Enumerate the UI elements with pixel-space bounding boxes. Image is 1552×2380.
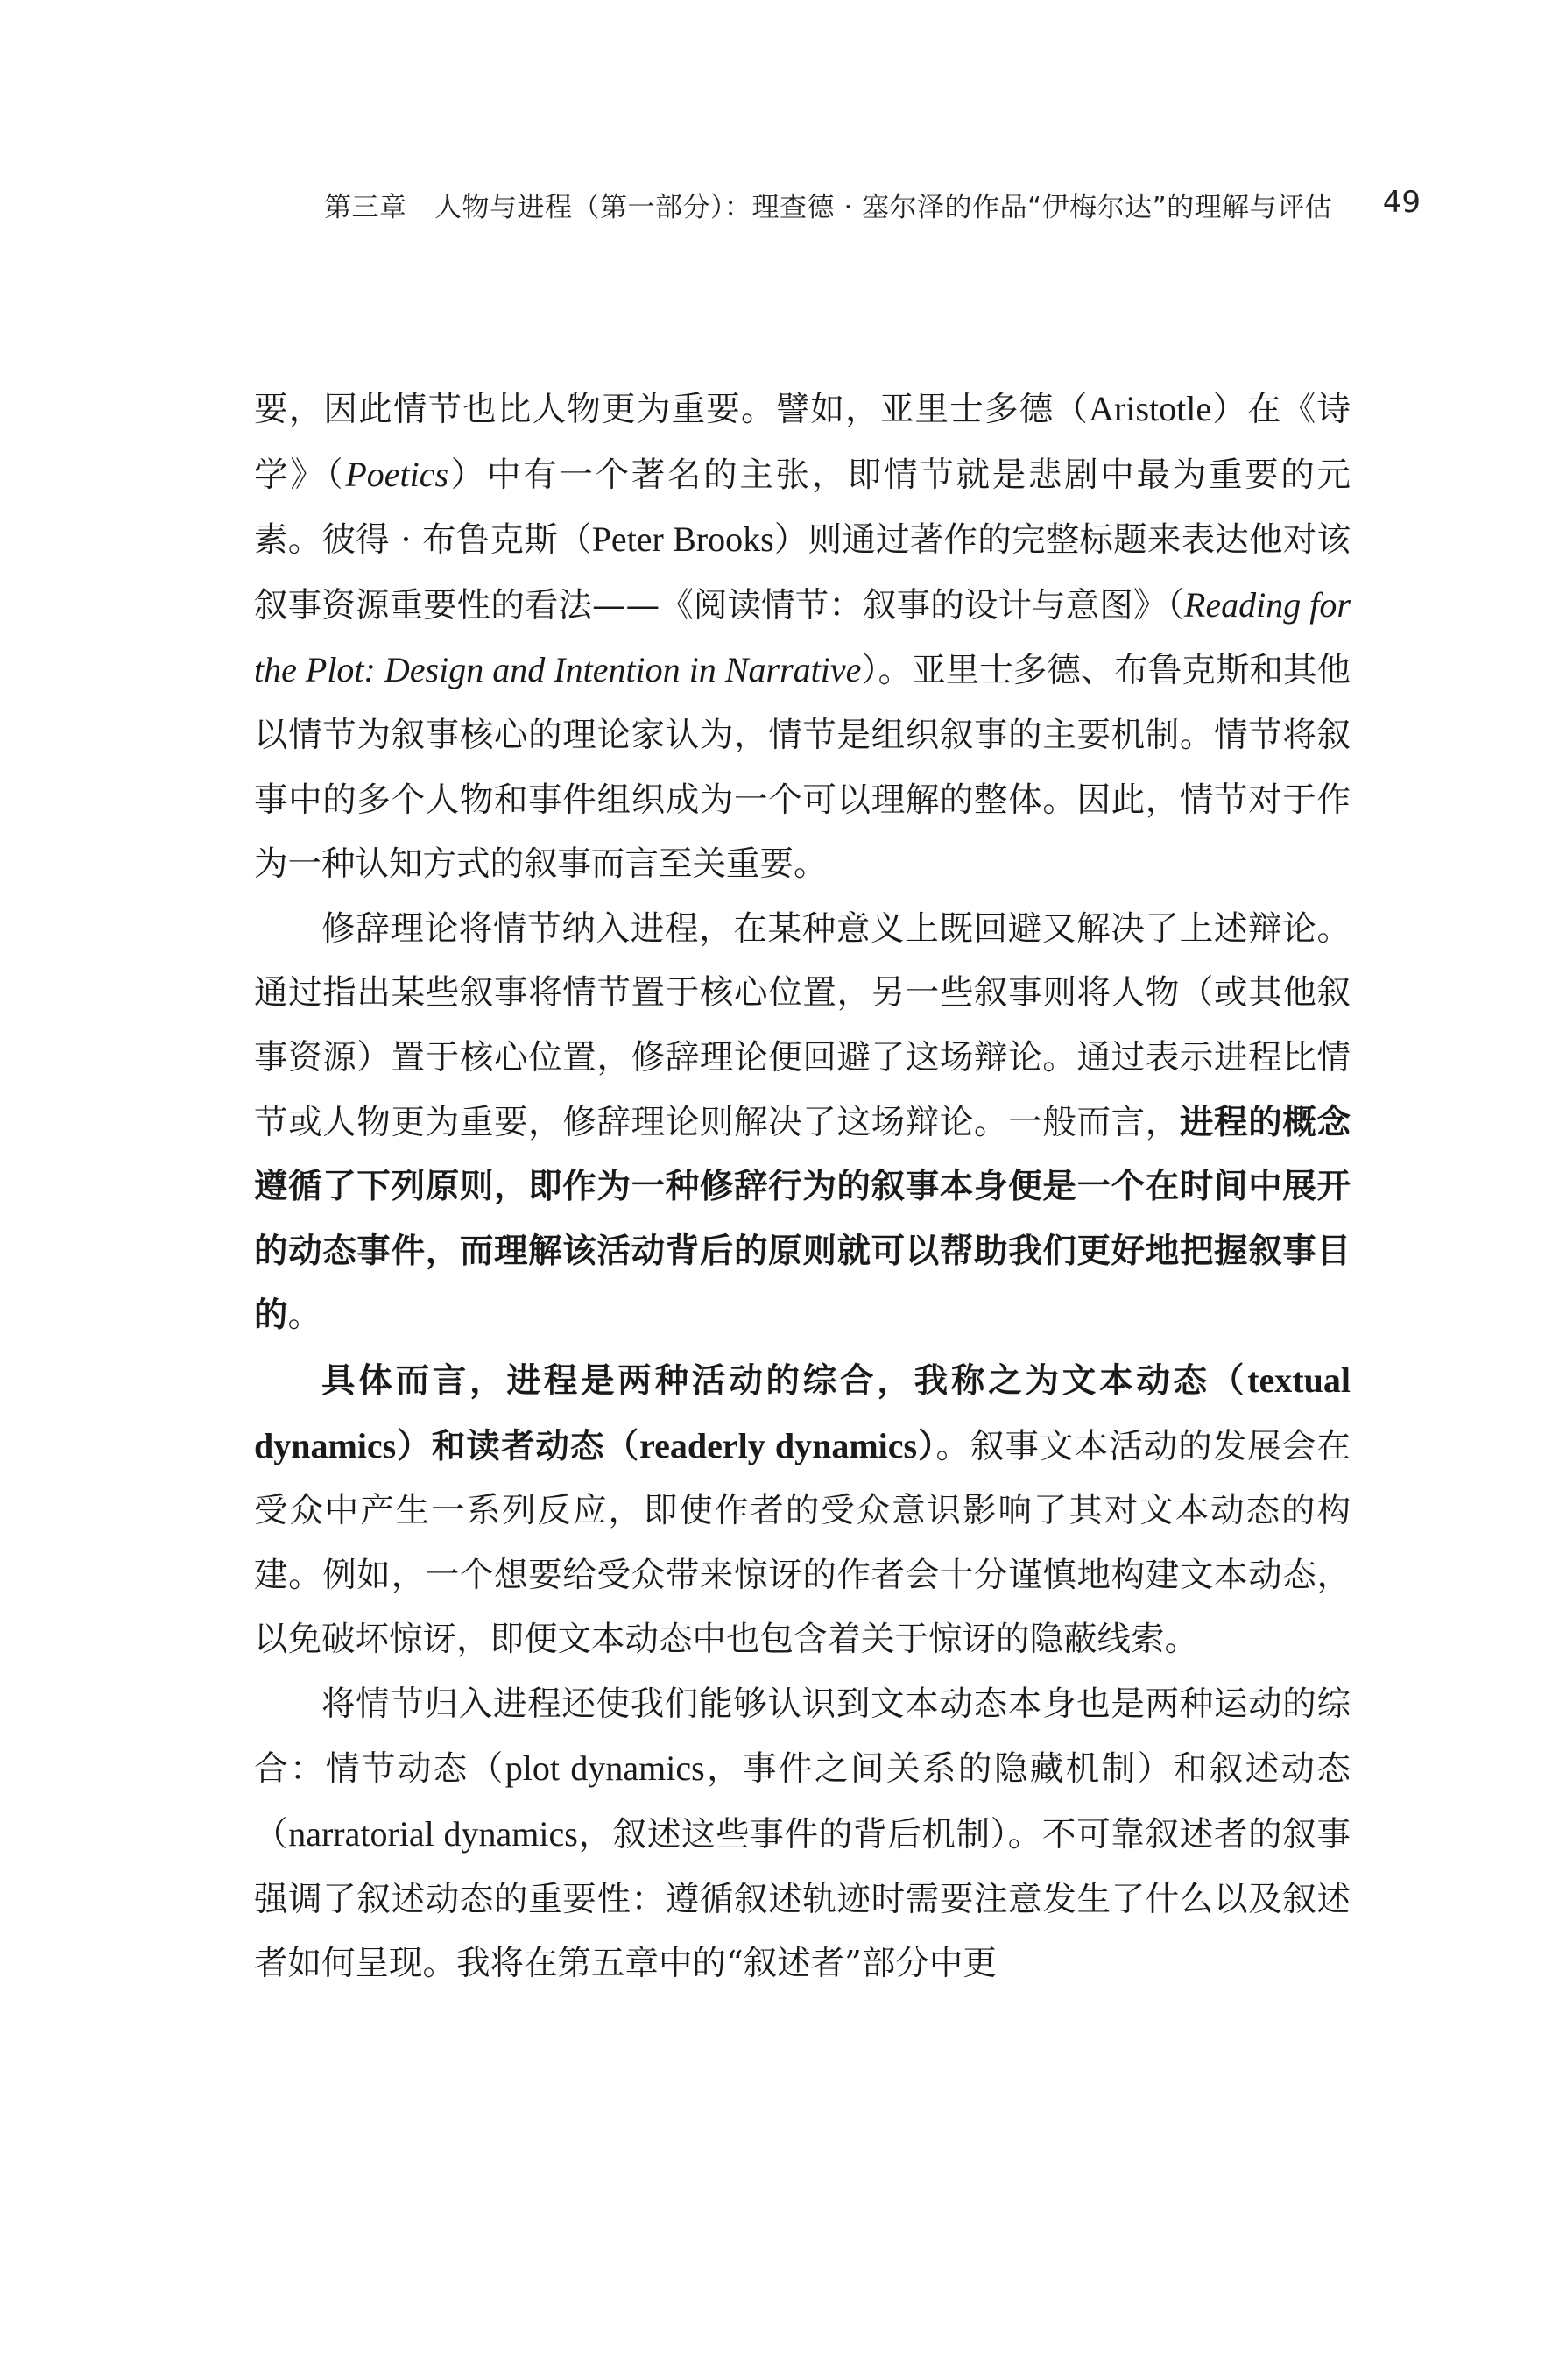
page-number: 49 <box>1382 185 1421 220</box>
text-run: 将情节归入进程还使我们能够认识到文本动态本身也是两种运动的综合：情节动态（ <box>254 1684 1351 1790</box>
running-header <box>298 180 1473 232</box>
body-text <box>254 377 1351 1996</box>
paragraph <box>254 897 1351 1348</box>
chapter-header-title: 第三章 人物与进程（第一部分）：理查德 · 塞尔泽的作品“伊梅尔达”的理解与评估 <box>324 192 1333 223</box>
text-run: ，事件之间关系的隐藏机制）和叙述动态（ <box>254 1749 1351 1855</box>
text-run: Aristotle <box>1089 389 1212 428</box>
text-run: ）中有一个著名的主张，即情节就是悲剧中最为重要的元素。彼得 · 布鲁克斯（ <box>254 455 1351 561</box>
text-run: 。 <box>287 1296 322 1336</box>
text-run: 进程的概念遵循了下列原则，即作为一种修辞行为的叙事本身便是一个在时间中展开的动态事件，而理解该活动背后的原则就可以帮助我们更好地把握叙事目的 <box>254 1102 1351 1336</box>
text-run: textual dynamics <box>254 1359 1351 1465</box>
text-run: readerly dynamics <box>639 1425 918 1465</box>
text-run: Reading for the Plot: Design and Intention in Narrative <box>254 584 1351 690</box>
text-run: Peter Brooks <box>591 519 774 560</box>
text-run: 修辞理论将情节纳入进程，在某种意义上既回避又解决了上述辩论。通过指出某些叙事将情节置于核心位置，另一些叙事则将人物（或其他叙事资源）置于核心位置，修辞理论便回避了这场辩论。通过表示进程比情节或人物更为重要，修辞理论则解决了这场辩论。一般而言， <box>254 908 1351 1142</box>
text-run: 。叙事文本活动的发展会在受众中产生一系列反应，即使作者的受众意识影响了其对文本动态的构建。例如，一个想要给受众带来惊讶的作者会十分谨慎地构建文本动态，以免破坏惊讶，即便文本动态中也包含着关于惊讶的隐蔽线索。 <box>254 1426 1351 1660</box>
text-run: ）则通过著作的完整标题来表达他对该叙事资源重要性的看法——《阅读情节：叙事的设计与意图》（ <box>254 520 1351 625</box>
paragraph <box>254 1672 1351 1996</box>
text-run: ，叙述这些事件的背后机制）。不可靠叙述者的叙事强调了叙述动态的重要性：遵循叙述轨迹时需要注意发生了什么以及叙述者如何呈现。我将在第五章中的“叙述者”部分中更 <box>254 1815 1351 1984</box>
paragraph <box>254 1348 1351 1672</box>
text-run: ）。亚里士多德、布鲁克斯和其他以情节为叙事核心的理论家认为，情节是组织叙事的主要机制。情节将叙事中的多个人物和事件组织成为一个可以理解的整体。因此，情节对于作为一种认知方式的叙事而言至关重要。 <box>254 651 1351 885</box>
text-run: ）和读者动态（ <box>396 1426 640 1466</box>
paragraph <box>254 377 1351 897</box>
text-run: ） <box>917 1426 936 1466</box>
text-run: 具体而言，进程是两种活动的综合，我称之为文本动态（ <box>321 1360 1248 1401</box>
text-run: plot dynamics <box>504 1748 705 1789</box>
text-run: narratorial dynamics <box>288 1814 578 1854</box>
text-run: 要，因此情节也比人物更为重要。譬如，亚里士多德（ <box>254 390 1090 429</box>
text-run: ）在《诗学》（ <box>254 390 1351 495</box>
text-run: Poetics <box>345 454 449 494</box>
